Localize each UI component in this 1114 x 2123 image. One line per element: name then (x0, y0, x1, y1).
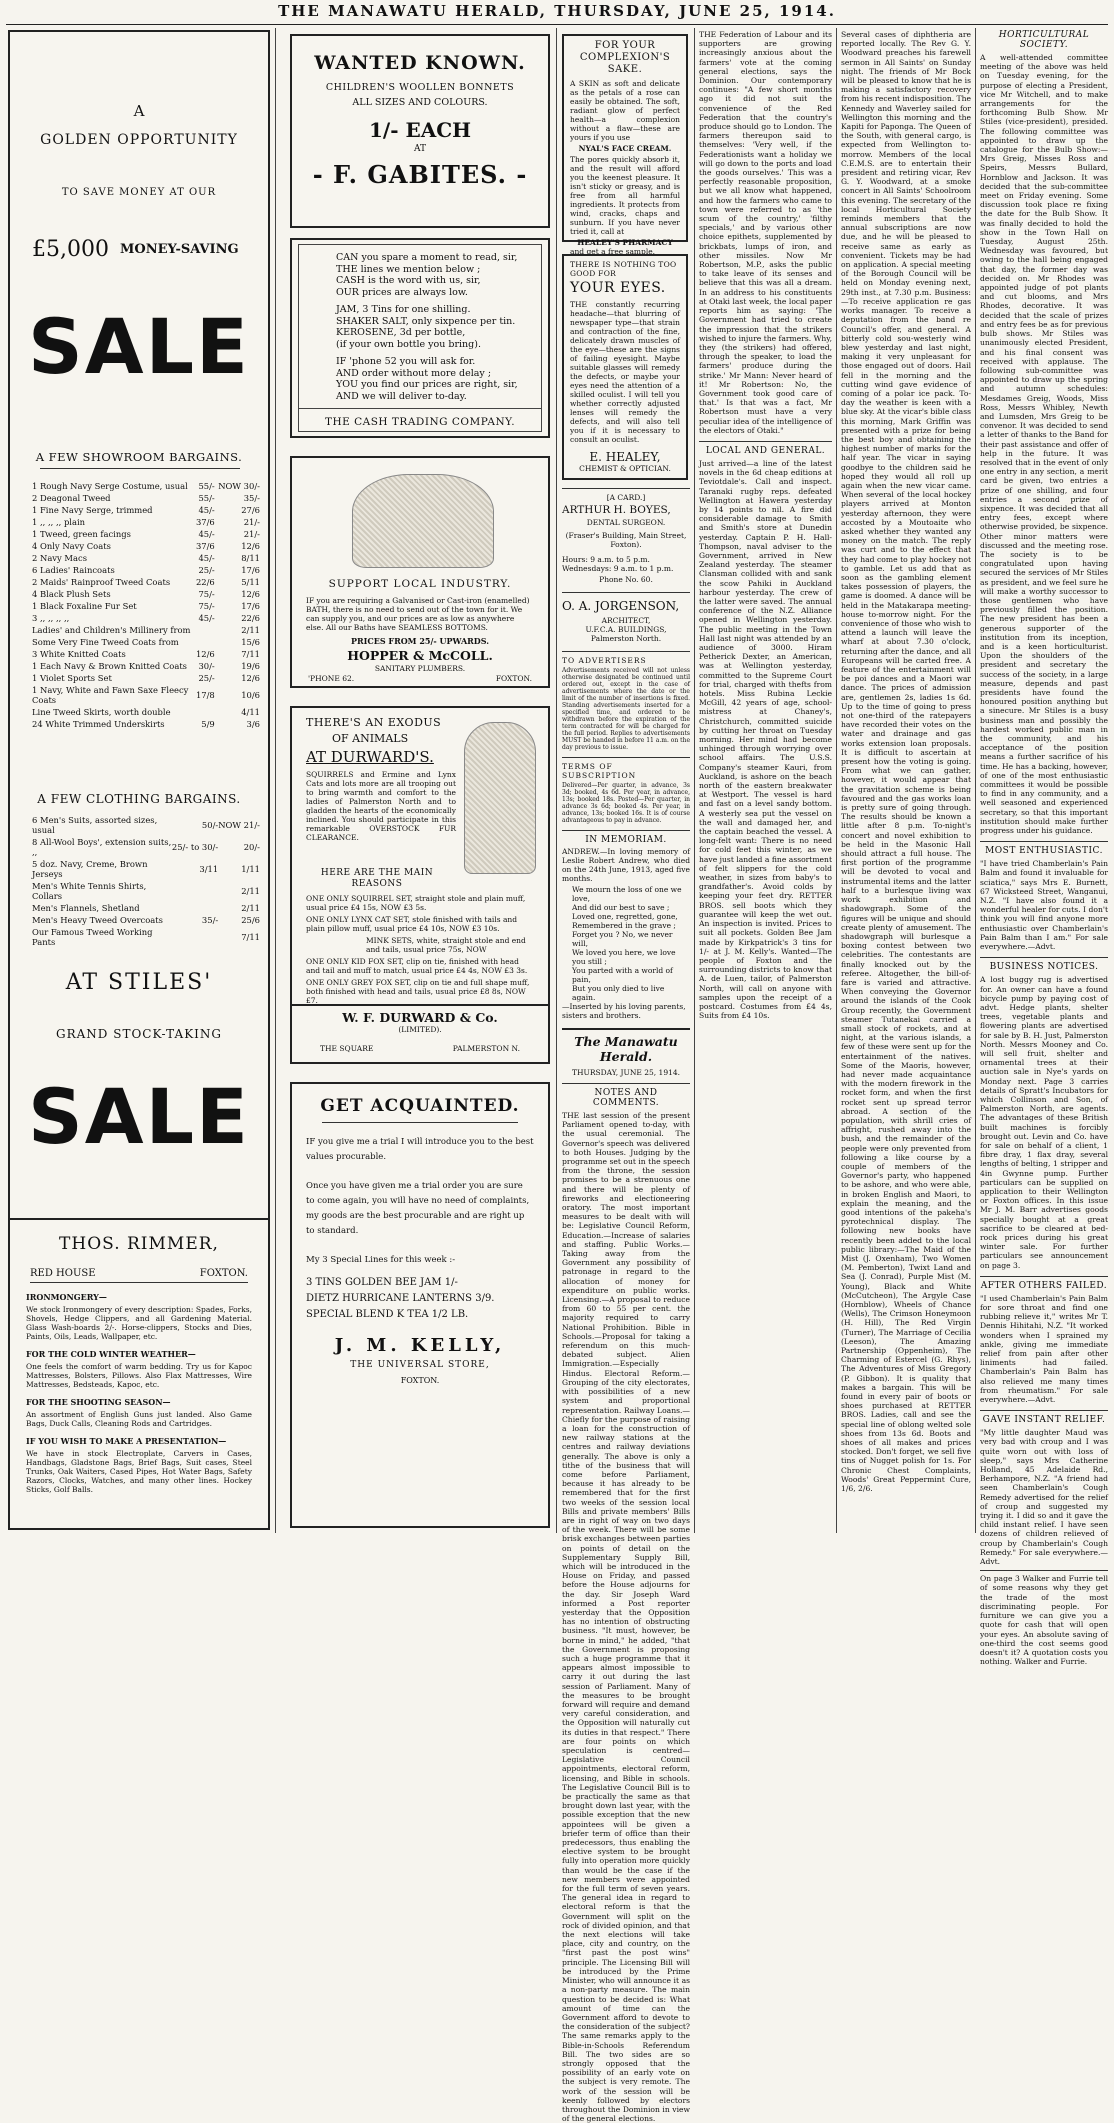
eyes-body: THE constantly recurring headache—that blurring of newspaper type—that strain and contraction of the fine, delicately drawn muscles of the eye—these are the signs of failing eyesight. Maybe suitable glasses will remedy the defects, or maybe your eyes need the attention of a skilled oculist. I will tell you whether correctly adjusted lenses will remedy the defects, and will also tell you if it is necessary to consult an oculist. (570, 300, 680, 444)
bargain-item: Ladies' and Children's Millinery from (32, 625, 191, 635)
herald-nameplate (562, 1028, 690, 1077)
bargain-usual: 22/6 (195, 577, 215, 587)
bargain-item: 1 Rough Navy Serge Costume, usual (32, 481, 188, 491)
masthead-rule (6, 24, 1108, 25)
bargain-row (32, 636, 260, 648)
hopper-prices: PRICES FROM 25/- UPWARDS. (350, 636, 490, 646)
hopper-trade: SANITARY PLUMBERS. (374, 664, 466, 673)
verse-line: CAN you spare a moment to read, sir, (336, 252, 518, 263)
bargain-item: Men's Heavy Tweed Overcoats (32, 915, 163, 925)
verse-line: And did our best to save ; (572, 903, 670, 912)
bargain-usual: 45/- (198, 613, 215, 623)
verse-line: AND order without more delay ; (336, 367, 492, 379)
stiles-line3: TO SAVE MONEY AT OUR (61, 187, 217, 198)
figure-illustration (464, 722, 536, 874)
stiles-amount: £5,000 (32, 237, 109, 262)
boyes-trade: DENTAL SURGEON. (586, 518, 666, 527)
bargain-now: 7/11 (241, 932, 260, 942)
advertisers-notice (562, 651, 690, 751)
bargain-now: 8/11 (241, 553, 260, 563)
memoriam-verse (562, 885, 690, 1002)
jorgenson-card (562, 592, 690, 643)
bargain-row (32, 564, 260, 576)
bargain-usual: 37/6 (195, 517, 215, 527)
bargain-now: 35/- (243, 493, 260, 503)
bargain-now: 22/6 (241, 613, 260, 623)
complexion-free: and get a free sample. (570, 247, 656, 256)
bargain-now: 12/6 (241, 589, 260, 599)
bargain-usual: 35/- (201, 915, 219, 925)
afterothers-text: "I used Chamberlain's Pain Balm for sore throat and find one rubbing relieve it," writes Mr T. Dennis Hihitahi, N.Z. "It worked wonders when I sprained my ankle, giving me immediate relief from pain after other liniments had failed. Chamberlain's Pain Balm has also relieved me many times from rheumatism." For sale everywhere.—Advt. (980, 1293, 1108, 1405)
kelly-specials: My 3 Special Lines for this week :- (306, 1255, 456, 1265)
bargain-usual (172, 880, 218, 902)
column-rule (836, 28, 837, 1533)
clothing-table (32, 814, 260, 948)
notes-text: THE last session of the present Parliament opened to-day, with the usual ceremonial. The Governor's speech was delivered to both Houses. Judging by the programme set out in the speech from the throne, the session promises to be a strenuous one and there will be plenty of fireworks and electioneering oratory. The most important measures to be dealt with will be: Legislative Council Reform, Education.—Increase of salaries and staffing. Public Works.—Taking away from the Government any possibility of patronage in regard to the allocation of money for expenditure on public works. Licensing.—A proposal to reduce from 60 to 55 per cent. the majority required to carry National Prohibition. Bible in Schools.—Proposal for taking a referendum on this much-debated subject. Alien Immigration.—Especially Hindus. Electoral Reform.—Grouping of the city electorates, with possibilities of a new system and proportional representation. Railway Loans.—Chiefly for the purpose of raising a loan for the construction of new railway stations at the centres and railway deviations generally. The above is only a tithe of the business that will come before Parliament, because it has already to be remembered that for the first two weeks of the session local Bills and private members' Bills are in right of way on two days of the week. There will be some brisk exchanges between parties on points of detail on the Supplementary Supply Bill, which will be introduced in the House on Friday, and passed before the House adjourns for the day. Sir Joseph Ward informed a Post reporter yesterday that the Opposition has no intention of obstructing business. "It must, however, be borne in mind," he added, "that the Government is proposing such a huge programme that it appears almost impossible to carry it out during the last session of Parliament. Many of the measures to be brought forward will require and demand very careful consideration, and the Opposition will naturally cut its duties in that respect." There are four points on which speculation is centred—Legislative Council appointments, electoral reform, licensing, and Bible in schools. The Legislative Council Bill is to be practically the same as that brought down last year, with the possible exception that the new appointees will be given a briefer term of office than their predecessors, thus enabling the elective system to be brought fully into operation more quickly than would be the case if the new members were appointed for the full term of seven years. The general idea in regard to electoral reform is that the Government will split on the rock of divided opinion, and that the next elections will take place, city and country, on the "first past the post wins" principle. The Licensing Bill will be introduced by the Prime Minister, who will announce it as a non-party measure. The main question to be decided is: What amount of time can the Government afford to devote to the consideration of the subject? The same remarks apply to the Bible-in-Schools Referendum Bill. The two sides are so strongly opposed that the possibility of an early vote on the subject is very remote. The work of the session will be keenly followed by electors throughout the Dominion in view of the general elections. (562, 1111, 690, 2123)
bargain-now: 1/11 (241, 864, 260, 874)
subscription-body: Delivered—Per quarter, in advance, 3s 3d; booked, 4s 6d. Per year, in advance, 13s; booked 18s. Posted—Per quarter, in advance 3s 6d; booked 4s. Per year, in advance, 13s; booked 16s. It is of course advantageous to pay in advance. (562, 782, 690, 824)
advertisers-body: Advertisements received will not unless otherwise designated be continued until ordered out, except in the case of advertisements where the date or the limit of the number of insertions is fixed. Standing advertisements inserted for a specified time, and ordered to be withdrawn before the expiration of the term contracted for will be charged for the full period. Replies to advertisements MUST be handed in before 11 a.m. on the day previous to issue. (562, 667, 690, 751)
verse-line: IF 'phone 52 you will ask for. (336, 356, 476, 367)
section-text: An assortment of English Guns just landed. Also Game Bags, Duck Calls, Cleaning Rods and Cartridges. (26, 1410, 252, 1428)
section-heading: FOR THE SHOOTING SEASON— (26, 1397, 171, 1407)
bargain-row (32, 504, 260, 516)
bargain-now: 7/11 (241, 649, 260, 659)
jorgenson-name: O. A. JORGENSON, (562, 599, 680, 613)
boyes-card-label: [A CARD.] (606, 493, 646, 502)
verse-2 (336, 304, 536, 350)
verse-line: OUR prices are always low. (336, 286, 468, 298)
complexion-advert (562, 34, 688, 256)
kelly-title: GET ACQUAINTED. (320, 1096, 520, 1116)
bargain-row (32, 858, 260, 880)
bargain-now: 12/6 (241, 541, 260, 551)
bargain-item: 6 Ladies' Raincoats (32, 565, 115, 575)
memoriam-heading: IN MEMORIAM. (585, 835, 667, 845)
verse-line: JAM, 3 Tins for one shilling. (336, 304, 471, 315)
bargain-item: 2 Navy Macs (32, 553, 87, 563)
bargain-usual (194, 636, 214, 648)
bargain-item: 2 Deagonal Tweed (32, 493, 111, 503)
complexion-pharmacy: HEALEY'S PHARMACY (577, 238, 673, 247)
column-4 (699, 30, 832, 1530)
bargain-item: Our Famous Tweed Working Pants (32, 927, 153, 947)
bargain-row (32, 684, 260, 706)
stiles-sale-heading: SALE (28, 302, 250, 391)
bargain-item: 6 Men's Suits, assorted sizes, usual (32, 815, 158, 835)
reason-item: ONE ONLY KID FOX SET, clip on tie, finished with head and tail and muff to match, usual price £4 4s, NOW £3 3s. (306, 957, 528, 975)
heading-rule (40, 468, 240, 469)
verse-3 (336, 356, 536, 402)
section-heading: FOR THE COLD WINTER WEATHER— (26, 1349, 196, 1359)
bargain-item: 1 Violet Sports Set (32, 673, 112, 683)
durward-square: THE SQUARE (320, 1044, 374, 1053)
bargain-now: 12/6 (241, 673, 260, 683)
section-heading: IRONMONGERY— (26, 1292, 107, 1302)
rimmer-name: THOS. RIMMER, (59, 1234, 219, 1254)
bargain-row (32, 516, 260, 528)
durward-footer (290, 1006, 550, 1064)
cash-footer: THE CASH TRADING COMPANY. (324, 416, 516, 428)
verse-line: Loved one, regretted, gone, (572, 912, 678, 921)
horti-heading: HORTICULTURAL SOCIETY. (998, 30, 1090, 50)
boyes-address: (Fraser's Building, Main Street, Foxton). (565, 531, 687, 549)
memoriam-body: ANDREW.—In loving memory of Leslie Robert Andrew, who died on the 24th June, 1913, aged five months. (562, 847, 690, 883)
bath-illustration (352, 474, 494, 568)
section-heading: IF YOU WISH TO MAKE A PRESENTATION— (26, 1436, 227, 1446)
subscription-notice (562, 757, 690, 824)
complexion-title: FOR YOUR COMPLEXION'S SAKE. (579, 40, 671, 75)
hopper-phone: 'PHONE 62. (308, 674, 355, 683)
jorgenson-trade: ARCHITECT, (601, 616, 651, 625)
bargain-row (32, 880, 260, 902)
durward-body: SQUIRRELS and Ermine and Lynx Cats and lots more are all trooping out to bring warmth and comfort to the ladies of Palmerston North and to gladden the hearts of the economically inclined. You should participate in this remarkable OVERSTOCK FUR CLEARANCE. (306, 770, 456, 842)
showroom-heading: A FEW SHOWROOM BARGAINS. (35, 450, 243, 464)
bargain-usual: 25/- to 30/- (171, 842, 219, 852)
bargain-item: 3 ,, ,, ,, ,, (32, 613, 70, 623)
bargain-item: 1 Fine Navy Serge, trimmed (32, 505, 153, 515)
bargain-now: 2/11 (241, 886, 260, 896)
footer-rule (298, 408, 542, 409)
boyes-card (562, 488, 690, 584)
local-text-continued: Several cases of diphtheria are reported locally. The Rev G. Y. Woodward preaches his farewell sermon in All Saints' on Sunday night. The friends of Mr Bock will be pleased to know that he is making a satisfactory recovery from his recent indisposition. The Kennedy and Waverley sailed for Wellington this morning and the Kapiti for Paponga. The Queen of the South, with general cargo, is expected from Wellington to-morrow. Members of the local C.E.M.S. are to entertain their president and retiring vicar, Rev G. Y. Woodward, at a smoke concert in All Saints' Schoolroom this evening. The secretary of the local Horticultural Society reminds members that the annual subscriptions are now due, and he will be pleased to receive same as early as convenient. Tickets may be had on application. A special meeting of the Borough Council will be held on Monday evening next, 29th inst., at 7.30 p.m. Business:—To receive application re gas works manager. To receive a deputation from the band re Council's offer, and general. A bitterly cold sou-westerly wind blew yesterday and last night, making it very unpleasant for those engaged out of doors. Hail fell in the morning and the cutting wind gave evidence of coming of a polar ice pack. To-day the weather is keen with a blue sky. At the vicar's bible class this morning, Mark Griffin was presented with a prize for being the best boy and obtaining the highest number of marks for the half year. The vicar in saying goodbye to the children said he hoped they would all roll up again when the new vicar came. When several of the local hockey players arrived at Monton yesterday afternoon, they were accosted by a Moutoaite who asked whether they wanted any money on the match. The reply was curt and to the effect that they had come to play hockey not to gamble. Let us add that as soon as the gambling element takes possession of players, the game is doomed. A dance will be held in the Matakarapa meeting-house to-morrow night. For the convenience of those who wish to attend a launch will leave the wharf at about 7.30 o'clock, returning after the dance, and all Europeans will be carted free. A feature of the entertainment will be poi dances and a Maori war dance. The prices of admission are, gentlemen 2s, ladies 1s 6d. Up to the time of going to press not one-third of the ratepayers have recorded their votes on the water and drainage and gas works extension loan proposals. It is difficult to ascertain at present how the voting is going. From what we can gather, however, it would appear that the gravitation scheme is being favoured and the gas works loan is pretty sure of going through. The results should be known a little after 8 p.m. To-night's concert and novel exhibition to be held in the Masonic Hall should attract a full house. The first portion of the programme will be devoted to vocal and instrumental items and the latter half to a burlesque living wax work exhibition and shadowgraph. Some of the figures will be unique and should create plenty of amusement. The shadowgraph will burlesque a boxing contest between two celebrities. The contestants are finally knocked out by the referee. Altogether, the bill-of-fare is varied and attractive. When conveying the Governor around the islands of the Cook Group recently, the Government steamer Tutanekai carried a small stock of rockets, and at night, at the various islands, a few of these were sent up for the entertainment of the natives. Some of the Maoris, however, had never made acquaintance with the modern firework in the rocket form, and when the first rocket sent up spread terror abroad. A section of the population, with shrill cries of affright, rushed away into the bush, and the remainder of the people were only prevented from following a like course by a couple of members of the Governor's party, who happened to be ashore, and who were able, in broken English and Maori, to explain the meaning, and the good intentions of the pakeha's pyrotechnical display. The following new books have recently been added to the local public library:—The Maid of the Mist (J. Oxenham), Two Women (M. Pemberton), Twixt Land and Sea (J. Conrad), Purple Mist (M. Young), Black and White (McCutcheon), The Argyle Case (Hornblow), Wheels of Chance (Wells), The Crimson Honeymoon (H. Hill), The Red Virgin (Turner), The Marriage of Cecilia (Leeson), The Amazing Partnership (Oppenheim), The Charming of Estercel (G. Rhys), The Adventures of Miss Gregory (P. Gibbon). It is quality that makes a bargain. This will be found in every pair of boots or shoes purchased at RETTER BROS. Ladies, call and see the special line of oblong welted sole shoes from 13s 6d. Boots and shoes of all makes and prices stocked. Don't forget, we sell five tins of Nugget polish for 1s. For Chronic Chest Complaints, Woods' Great Peppermint Cure, 1/6, 2/6. (841, 30, 971, 1494)
business-heading: BUSINESS NOTICES. (980, 957, 1108, 972)
column-5 (841, 30, 971, 1530)
section-text: One feels the comfort of warm bedding. Try us for Kapoc Mattresses, Bolsters, Pillows. Also Flax Mattresses, Wire Mattresses, Bedsteads, Kapoc, etc. (26, 1362, 252, 1389)
column-rule (556, 28, 557, 1533)
gabites-title: WANTED KNOWN. (314, 52, 526, 74)
showroom-table (32, 480, 260, 730)
bargain-row (32, 528, 260, 540)
bargain-usual (172, 926, 218, 948)
special-line: DIETZ HURRICANE LANTERNS 3/9. (306, 1293, 495, 1304)
rimmer-advert (8, 1218, 270, 1530)
bargain-row (32, 902, 260, 914)
bargain-usual: 5/9 (201, 719, 215, 729)
eyes-advert (562, 254, 688, 480)
bargain-usual: 45/- (198, 529, 215, 539)
durward-reasons-heading: HERE ARE THE MAIN REASONS (320, 868, 434, 889)
bargain-item: 3 White Knitted Coats (32, 649, 126, 659)
bargain-item: 5 doz. Navy, Creme, Brown Jerseys (32, 859, 148, 879)
stiles-line1: A (133, 102, 145, 120)
column-3 (562, 30, 690, 2123)
title-rule (322, 1122, 518, 1123)
bargain-item: 2 Maids' Rainproof Tweed Coats (32, 577, 171, 587)
hopper-advert (290, 456, 550, 688)
eyes-trade: CHEMIST & OPTICIAN. (579, 464, 671, 473)
kelly-advert (290, 1082, 550, 1528)
advertisers-heading: TO ADVERTISERS (562, 656, 647, 665)
bargain-now: 2/11 (241, 625, 260, 635)
verse-line: CASH is the word with us, sir, (336, 275, 481, 286)
bargain-item: Some Very Fine Tweed Coats from (32, 637, 179, 647)
bargain-row (32, 718, 260, 730)
bargain-now: 3/6 (246, 719, 260, 729)
bargain-row (32, 492, 260, 504)
bargain-item: 4 Only Navy Coats (32, 541, 111, 551)
durward-name: W. F. DURWARD & Co. (342, 1010, 498, 1025)
verse-line: YOU you find our prices are right, sir, (336, 379, 518, 390)
kelly-store: THE UNIVERSAL STORE, (350, 1360, 490, 1370)
gabites-advert (290, 34, 550, 228)
rimmer-sections (26, 1290, 252, 1494)
bargain-row (32, 648, 260, 660)
bargain-row (32, 914, 260, 926)
bargain-now: 10/6 (241, 690, 260, 700)
verse-line: We mourn the loss of one we love, (572, 885, 682, 903)
bargain-row (32, 600, 260, 612)
hopper-town: FOXTON. (495, 674, 532, 683)
at-stiles: AT STILES' (65, 970, 213, 995)
verse-line: THE lines we mention below ; (336, 263, 481, 275)
enthusiastic-text: "I have tried Chamberlain's Pain Balm and found it invaluable for sciatica," says Mrs E. Burnett, 67 Wicksteed Street, Wanganui, N.Z. "I have also found it a wonderful healer for cuts. I don't think you will find anyone more enthusiastic over Chamberlain's Pain Balm than I am." For sale everywhere.—Advt. (980, 859, 1108, 952)
complexion-product: NYAL'S FACE CREAM. (578, 144, 672, 153)
rimmer-rule (30, 1282, 248, 1283)
bargain-now: 19/6 (241, 661, 260, 671)
hopper-name: HOPPER & McCOLL. (347, 648, 493, 663)
notes-heading: NOTES AND COMMENTS. (562, 1083, 690, 1108)
gabites-line2: ALL SIZES AND COLOURS. (352, 97, 488, 108)
verse-line: KEROSENE, 3d per bottle, (336, 327, 466, 338)
bargain-now: NOW 30/- (218, 481, 260, 491)
local-heading: LOCAL AND GENERAL. (699, 441, 832, 456)
kelly-town: FOXTON. (400, 1376, 440, 1385)
durward-advert (290, 706, 550, 1006)
grand-stocktaking: GRAND STOCK-TAKING (56, 1027, 222, 1041)
bargain-item: 24 White Trimmed Underskirts (32, 719, 165, 729)
bargain-row (32, 624, 260, 636)
bargain-item: Men's White Tennis Shirts, Collars (32, 881, 147, 901)
stiles-money-saving: MONEY-SAVING (120, 242, 239, 257)
bargain-usual: 45/- (198, 553, 215, 563)
bargain-usual: 50/- (201, 820, 219, 830)
gabites-line1: CHILDREN'S WOOLLEN BONNETS (325, 82, 515, 93)
durward-line2: OF ANIMALS (332, 732, 409, 745)
bargain-now: 4/11 (241, 707, 260, 717)
jorgenson-building: U.F.C.A. BUILDINGS, (585, 625, 667, 634)
verse-1 (336, 252, 536, 298)
hopper-body: IF you are requiring a Galvanised or Cast-iron (enamelled) BATH, there is no need to send out of the town for it. We can supply you, and our prices are as low as anywhere else. All our Baths have SEAMLESS BOTTOMS. (306, 596, 530, 632)
eyes-pre: THERE IS NOTHING TOO GOOD FOR (570, 260, 677, 278)
showroom-bargains (32, 480, 260, 730)
kelly-lines (306, 1275, 534, 1323)
bargain-usual: 30/- (198, 661, 215, 671)
clothing-bargains (32, 814, 260, 948)
boyes-name: ARTHUR H. BOYES, (562, 504, 671, 516)
kelly-name: J. M. KELLY, (334, 1335, 506, 1356)
bargain-now: NOW 21/- (218, 820, 260, 830)
bargain-row (32, 552, 260, 564)
bargain-usual: 75/- (198, 589, 215, 599)
bargain-row (32, 480, 260, 492)
verse-line: We loved you here, we love you still ; (572, 948, 676, 966)
bargain-usual: 55/- (198, 481, 215, 491)
herald-title: The Manawatu Herald. (574, 1034, 678, 1064)
column-rule (975, 28, 976, 1533)
eyes-name: E. HEALEY, (589, 450, 661, 464)
bargain-now: 20/- (243, 842, 260, 852)
verse-line: SHAKER SALT, only sixpence per tin. (336, 315, 516, 327)
bargain-usual: 55/- (198, 493, 215, 503)
bargain-row (32, 706, 260, 718)
afterothers-heading: AFTER OTHERS FAILED. (980, 1276, 1108, 1291)
bargain-usual: 17/8 (195, 690, 215, 700)
durward-town: PALMERSTON N. (452, 1044, 520, 1053)
bargain-row (32, 540, 260, 552)
complexion-body2: The pores quickly absorb it, and the result will afford you the keenest pleasure. It isn't sticky or greasy, and is free from all harmful ingredients. It protects from wind, cracks, chaps and sunburn. If you have never tried it, call at (570, 155, 680, 236)
bargain-now: 21/- (243, 529, 260, 539)
bargain-item: Men's Flannels, Shetland (32, 903, 140, 913)
eyes-title: YOUR EYES. (570, 280, 666, 296)
bargain-row (32, 814, 260, 836)
herald-date: THURSDAY, JUNE 25, 1914. (571, 1068, 681, 1077)
durward-limited: (LIMITED). (398, 1025, 442, 1034)
bargain-row (32, 836, 260, 858)
bargain-usual (172, 902, 218, 914)
column-rule (275, 28, 276, 1533)
masthead: THE MANAWATU HERALD, THURSDAY, JUNE 25, 1914. (278, 2, 836, 20)
special-line: SPECIAL BLEND K TEA 1/2 LB. (306, 1309, 469, 1320)
reason-item: ONE ONLY LYNX CAT SET, stole finished with tails and plain pillow muff, usual price £4 10s, NOW £3 10s. (306, 915, 518, 933)
bargain-usual: 12/6 (195, 649, 215, 659)
boyes-phone: Phone No. 60. (599, 575, 653, 584)
section-text: We have in stock Electroplate, Carvers in Cases, Handbags, Gladstone Bags, Brief Bags, Suit cases, Steel Trunks, Oak Waiters, Cased Pipes, Hot Water Bags, Safety Razors, Clocks, Watches, and many other lines. Hockey Sticks, Golf Balls. (26, 1449, 252, 1494)
verse-line: (if your own bottle you bring). (336, 338, 481, 350)
jorgenson-town: Palmerston North. (590, 634, 662, 643)
bargain-now: 27/6 (241, 505, 260, 515)
enthusiastic-heading: MOST ENTHUSIASTIC. (980, 841, 1108, 856)
column-rule (694, 28, 695, 1533)
bargain-row (32, 612, 260, 624)
bargain-usual: 25/- (198, 673, 215, 683)
bargain-item: 4 Black Plush Sets (32, 589, 111, 599)
subscription-heading: TERMS OF SUBSCRIPTION (562, 762, 637, 780)
horti-text: A well-attended committee meeting of the above was held on Tuesday evening, for the purpose of electing a President, vice Mr Witchell, and to make arrangements for the forthcoming Bulb Show. Mr Stiles (vice-president), presided. The following committee was appointed to draw up the catalogue for the Bulb Show:—Mrs Greig, Misses Ross and Speirs, Messrs Bullard, Hornblow and Jackson. It was decided that the sub-committee meet on Friday evening. Some discussion took place re fixing the date for the Bulb Show. It was finally decided to hold the show in the Town Hall on Tuesday, August 25th. Wednesday was favoured, but owing to the hall being engaged that day, the former day was decided on. Mr Rhodes was appointed judge of pot plants and cut blooms, and Mrs Rhodes, decorative. It was decided that the scale of prizes and entry fees be as for previous bulb shows. Mr Stiles was unanimously elected President, and his final consent was received with applause. The following sub-committee was appointed to draw up the spring and autumn schedules: Mesdames Greig, Woods, Miss Ross, Messrs Whibley, Newth and Lumsden, Mrs Greig to be convenor. It was decided to send a letter of thanks to the Band for their past assistance and offer of help in the future. It was resolved that in the event of only one entry in any section, a merit card be given, two entries a prize of one shilling, and four entries a second prize of sixpence. It was decided that all entry fees, except where otherwise provided, be sixpence. Other minor matters were discussed and the meeting rose. The society is to be congratulated upon having secured the services of Mr Stiles as president, and we feel sure he will make a worthy successor to those gentlemen who have previously filled the position. The new president has been a generous supporter of the institution from its inception, and is a keen horticulturist. Upon the shoulders of the president and secretary the success of the society, in a large measure, depends and past presidents have found the honoured position anything but a sinecure. Mr Stiles is a busy business man and possibly the hardest worked public man in the community, and his acceptance of the position means a further sacrifice of his time. He has a backing, however, of one of the most enthusiastic committees it would be possible to find in any community, and a well seasoned and experienced secretary, so that this important institution should make further progress under his guidance. (980, 53, 1108, 836)
durward-reasons (306, 894, 534, 1005)
bargain-item: 1 Black Foxaline Fur Set (32, 601, 137, 611)
gave-heading: GAVE INSTANT RELIEF. (980, 1410, 1108, 1425)
farmers-text: THE Federation of Labour and its supporters are growing increasingly anxious about the farmers' vote at the coming general elections, says the Dominion. Our contemporary continues: "A few short months ago it did not suit the convenience of the Red Federation that the country's produce should go to London. The farmers thereupon said to themselves: 'Very well, if the Federationists want a holiday we will go down to the ports and load the goods ourselves.' This was a perfectly reasonable proposition, but we all know what happened, and how the farmers who came to town were referred to as 'the scum of the country,' 'filthy specials,' and by various other choice epithets, supplemented by brickbats, lumps of iron, and other missiles. Now Mr Robertson, M.P., asks the public to take leave of its senses and believe that this was all a dream. In an address to his constituents at Otaki last week, the local paper reports him as saying: 'The Government had tried to create the impression that the strikers wished to injure the farmers. Why, they (the strikers) had offered, through the speaker, to load the farmers' produce during the strike.' Mr Mann: Never heard of it! Mr Robertson: No, the Government took good care of that.' Is that was a fact, Mr Robertson must have a very peculiar idea of the intelligence of the electors of Otaki." (699, 30, 832, 435)
gabites-at: AT (413, 144, 426, 154)
bargain-usual (194, 624, 214, 636)
memoriam-from: —Inserted by his loving parents, sisters and brothers. (562, 1002, 686, 1020)
bargain-item: 1 Each Navy & Brown Knitted Coats (32, 661, 187, 671)
bargain-usual: 45/- (198, 505, 215, 515)
bargain-row (32, 672, 260, 684)
bargain-now: 21/- (243, 517, 260, 527)
bargain-now: 25/6 (241, 915, 260, 925)
reason-item: MINK SETS, white, straight stole and end and tails, usual price 75s, NOW (366, 936, 526, 954)
local-text: Just arrived—a line of the latest novels in the 6d cheap editions at Teviotdale's. Call and inspect. Taranaki rugby reps. defeated Wellington at Hawera yesterday by 14 points to nil. A fire did considerable damage to Smith and Smith's store at Dunedin yesterday. Captain P. H. Hall-Thompson, naval adviser to the Government, arrived in New Zealand yesterday. The steamer Clansman collided with and sank the scow Pahiki in Auckland harbour yesterday. The crew of the latter were saved. The annual conference of the N.Z. Alliance opened in Wellington yesterday. The public meeting in the Town Hall last night was attended by an audience of 3000. Hiram Petherick Dexter, an American, was at Wellington yesterday, committed to the Supreme Court for trial, charged with thefts from hotels. Miss Rubina Leckie McGill, 42 years of age, school-mistress at Chaney's, Christchurch, committed suicide by cutting her throat on Tuesday morning. Her mind had become unhinged through worrying over school affairs. The U.S.S. Company's steamer Kauri, from Auckland, is ashore on the beach north of the eastern breakwater at Westport. The vessel is hard and fast on a level sandy bottom. A westerly sea put the vessel on the wall and damaged her, and the captain beached the vessel. A long-felt want: There is no need for cold feet this winter, as we have just landed a fine assortment of felt slippers for the cold weather, in sizes from baby's to grandfather's. Avoid colds by keeping your feet dry. RETTER BROS. sell boots which they guarantee will keep the wet out. An inspection is invited. Prices to suit all pockets. Golden Bee Jam made by Kirkpatrick's 3 tins for 1/- at J. M. Kelly's. Wanted—The people of Foxton and the surrounding districts to know that A. de Luen, tailor, of Palmerston North, will call on anyone with samples upon the receipt of a postcard. Costumes from £4 4s, Suits from £4 10s. (699, 458, 832, 1021)
bargain-item: 8 All-Wool Boys', extension suits, ,, (32, 837, 172, 857)
walker-text: On page 3 Walker and Furrie tell of some reasons why they get the trade of the most discriminating people. For furniture we can give you a quote for cash that will open your eyes. An absolute saving of one-third the cost seems good doesn't it? A quotation costs you nothing. Walker and Furrie. (980, 1570, 1108, 1666)
verse-line: Remembered in the grave ; (572, 921, 676, 930)
clothing-heading: A FEW CLOTHING BARGAINS. (37, 792, 241, 806)
complexion-body: A SKIN as soft and delicate as the petals of a rose can easily be obtained. The soft, radiant glow of perfect health—a complexion without a flaw—these are yours if you use (570, 79, 680, 142)
stiles-sale-footer: SALE (28, 1072, 250, 1161)
rimmer-town: FOXTON. (199, 1268, 248, 1279)
section-text: We stock Ironmongery of every description: Spades, Forks, Shovels, Hedge Clippers, and all Gardening Material. Glass Wash-boards 2/-. Horse-clippers, Stocks and Dies, Paints, Oils, Leads, Wallpaper, etc. (26, 1305, 252, 1341)
reason-item: ONE ONLY GREY FOX SET, clip on tie and full shape muff, both finished with head and tails, usual price £8 8s, NOW £7. (306, 978, 530, 1005)
bargain-item: 1 ,, ,, ,, plain (32, 517, 86, 527)
bargain-usual: 37/6 (195, 541, 215, 551)
bargain-usual: 75/- (198, 601, 215, 611)
cash-verses (336, 252, 536, 402)
verse-line: But you only died to live again. (572, 984, 665, 1002)
reason-item: ONE ONLY SQUIRREL SET, straight stole and plain muff, usual price £4 15s, NOW £3 5s. (306, 894, 526, 912)
bargain-now: 17/6 (241, 565, 260, 575)
verse-line: AND we will deliver to-day. (336, 390, 467, 402)
gabites-name: - F. GABITES. - (312, 160, 528, 189)
bargain-usual (194, 706, 214, 718)
bargain-item: 1 Navy, White and Fawn Saxe Fleecy Coats (32, 685, 189, 705)
column-6 (980, 30, 1108, 1667)
kelly-p2: Once you have given me a trial order you are sure to come again, you will have no need of complaints, my goods are the best procurable and are right up to standard. (306, 1181, 530, 1236)
durward-line3: AT DURWARD'S. (306, 748, 434, 766)
bargain-now: 5/11 (241, 577, 260, 587)
stiles-line2: GOLDEN OPPORTUNITY (40, 132, 238, 148)
bargain-row (32, 660, 260, 672)
verse-line: Forget you ? No, we never will, (572, 930, 673, 948)
kelly-p1: IF you give me a trial I will introduce you to the best values procurable. (306, 1137, 534, 1162)
gabites-price: 1/- EACH (368, 118, 472, 142)
bargain-row (32, 926, 260, 948)
bargain-item: Line Tweed Skirts, worth double (32, 707, 171, 717)
cash-trading-advert (290, 238, 550, 438)
bargain-row (32, 576, 260, 588)
verse-line: You parted with a world of pain, (572, 966, 673, 984)
bargain-now: 17/6 (241, 601, 260, 611)
bargain-item: 1 Tweed, green facings (32, 529, 131, 539)
gave-text: "My little daughter Maud was very bad with croup and I was quite worn out with loss of sleep," says Mrs Catherine Holland, 45 Adelaide Rd., Berhampore, N.Z. "A friend had seen Chamberlain's Cough Remedy advertised for the relief of croup and suggested my trying it. I did so and it gave the child instant relief. I have seen dozens of children relieved of croup by Chamberlain's Cough Remedy." For sale everywhere.—Advt. (980, 1428, 1108, 1567)
durward-line1: THERE'S AN EXODUS (306, 716, 442, 729)
bargain-row (32, 588, 260, 600)
boyes-hours: Hours: 9 a.m. to 5 p.m. Wednesdays: 9 a.m. to 1 p.m. (562, 555, 674, 573)
bargain-usual: 3/11 (199, 864, 219, 874)
business-text: A lost buggy rug is advertised for. An owner can have a found bicycle pump by paying cost of advt. Hedge plants, shelter trees, vegetable plants and flowering plants are advertised for sale by B. H. Just, Palmerston North. Messrs Mooney and Co. will sell fruit, shelter and ornamental trees at their auction sale in Nye's yards on Monday next. Page 3 carries details of Spratt's Incubators for which Collinson and Son, of Palmerston North, are agents. The advantages of these British built machines is forcibly brought out. Levin and Co. have for sale on behalf of a client, 1 fibre dray, 1 flax dray, several lengths of belting, 1 stripper and 4in Gwynne pump. Further particulars can be supplied on application to their Wellington or Foxton offices. In this issue Mr J. M. Barr advertises goods specially bought at a great sacrifice to be cleared at bed-rock prices during his great winter sale. For further particulars see announcement on page 3. (980, 975, 1108, 1270)
hopper-heading: SUPPORT LOCAL INDUSTRY. (328, 578, 512, 590)
bargain-now: 2/11 (241, 903, 260, 913)
memoriam-notice (562, 830, 690, 1020)
special-line: 3 TINS GOLDEN BEE JAM 1/- (306, 1277, 458, 1288)
rimmer-house: RED HOUSE (30, 1268, 96, 1279)
bargain-now: 15/6 (241, 637, 260, 647)
bargain-usual: 25/- (198, 565, 215, 575)
